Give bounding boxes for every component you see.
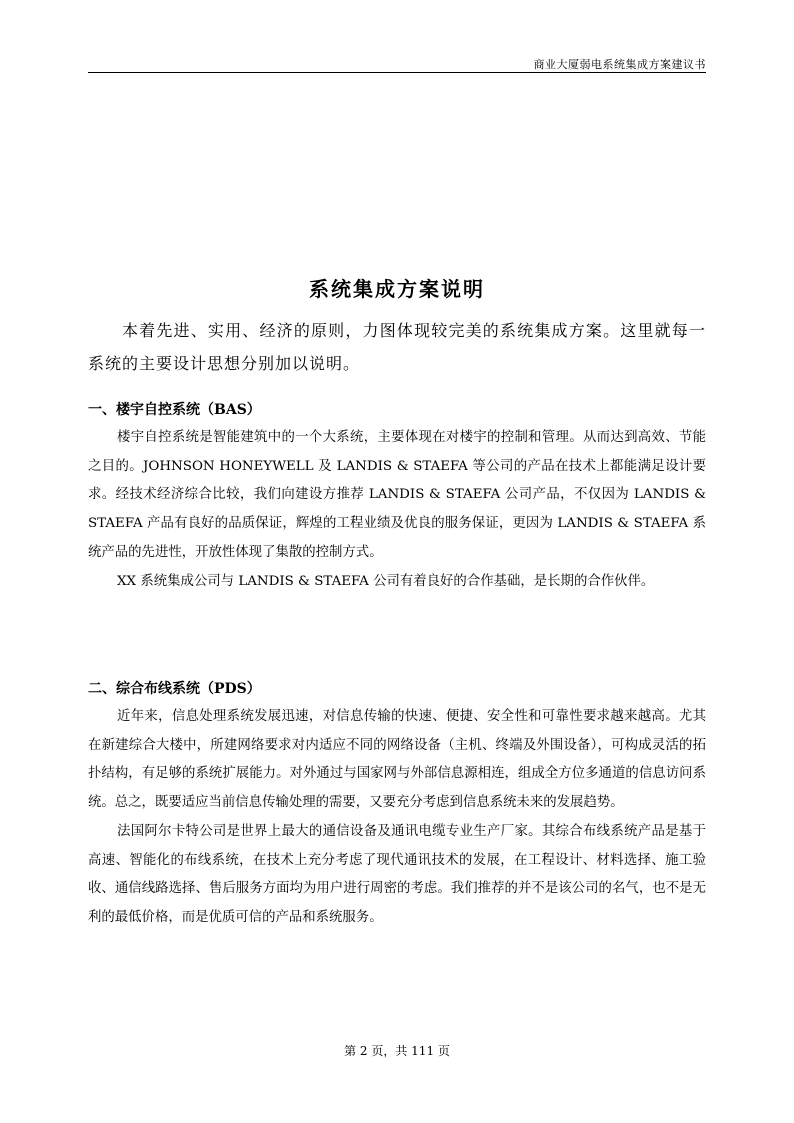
body-paragraph: XX 系统集成公司与 LANDIS & STAEFA 公司有着良好的合作基础，是长期的合作伙伴。 xyxy=(117,573,655,589)
section-heading: 一、楼宇自控系统（BAS） xyxy=(88,402,261,418)
section-pds xyxy=(88,675,706,933)
body-paragraph: 近年来，信息处理系统发展迅速，对信息传输的快速、便捷、安全性和可靠性要求越来越高。尤其在新建综合大楼中，所建网络要求对内适应不同的网络设备（主机、终端及外围设备），可构成灵活的拓扑结构，有足够的系统扩展能力。对外通过与国家网与外部信息源相连，组成全方位多通道的信息访问系统。总之，既要适应当前信息传输处理的需要，又要充分考虑到信息系统未来的发展趋势。 xyxy=(88,709,706,811)
section-bas xyxy=(88,396,706,596)
body-paragraph: 法国阿尔卡特公司是世界上最大的通信设备及通讯电缆专业生产厂家。其综合布线系统产品是基于高速、智能化的布线系统，在技术上充分考虑了现代通讯技术的发展，在工程设计、材料选择、施工验收、通信线路选择、售后服务方面均为用户进行周密的考虑。我们推荐的并不是该公司的名气，也不是无利的最低价格，而是优质可信的产品和系统服务。 xyxy=(88,823,706,925)
page-header: 商业大厦弱电系统集成方案建议书 xyxy=(533,58,706,71)
page-title: 系统集成方案说明 xyxy=(309,277,485,301)
section-heading: 二、综合布线系统（PDS） xyxy=(88,681,261,697)
body-paragraph: 楼宇自控系统是智能建筑中的一个大系统，主要体现在对楼宇的控制和管理。从而达到高效、节能之目的。JOHNSON HONEYWELL 及 LANDIS & STAEFA 等公司的产品在技术上都能满足设计要求。经技术经济综合比较，我们向建设方推荐 LANDIS & STAEFA 公司产品，不仅因为 LANDIS & STAEFA 产品有良好的品质保证，辉煌的工程业绩及优良的服务保证，更因为 LANDIS & STAEFA 系统产品的先进性，开放性体现了集散的控制方式。 xyxy=(88,430,706,560)
header-divider xyxy=(88,72,706,73)
page-number: 第 2 页，共 111 页 xyxy=(344,1044,450,1058)
intro-paragraph: 本着先进、实用、经济的原则，力图体现较完美的系统集成方案。这里就每一系统的主要设计思想分别加以说明。 xyxy=(88,321,706,373)
